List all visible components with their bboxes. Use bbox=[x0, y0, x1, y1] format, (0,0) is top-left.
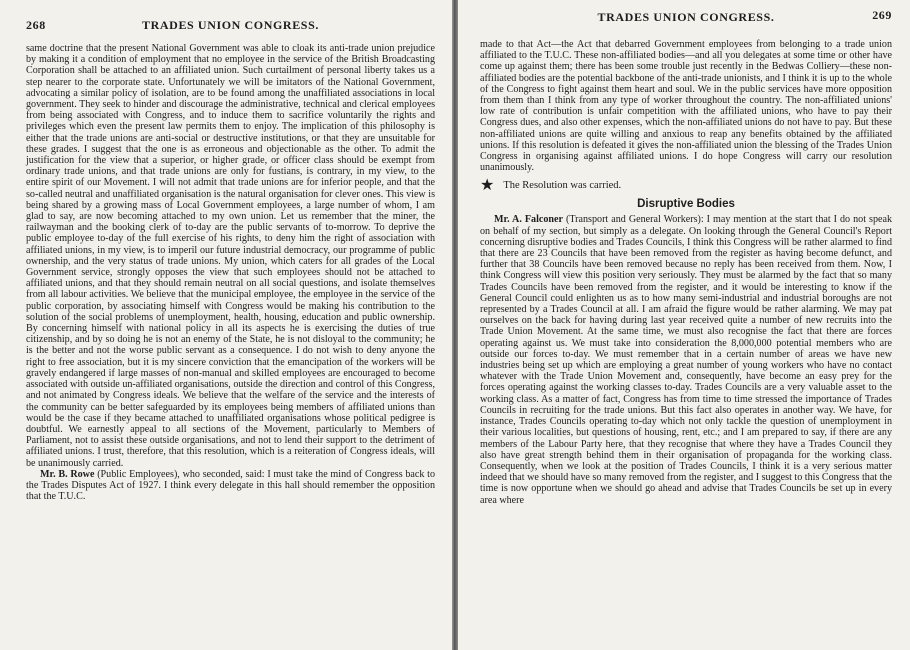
right-page-number: 269 bbox=[872, 8, 892, 22]
resolution-text: The Resolution was carried. bbox=[503, 180, 622, 192]
speech-text: (Public Employees), who seconded, said: I must take the mind of Congress back to the Trades Disputes Act of 1927. I think every delegate in this hall should remember the opposition that the T.U.C. bbox=[26, 468, 436, 503]
right-opening-paragraph: made to that Act—the Act that debarred Government employees from belonging to a trade union affiliated to the T.U.C. These non-affiliated bodies—and all you delegates at some time or other have come up against them; there has been some trouble just recently in the Bedwas Colliery—these non-affiliated bodies are the potential backbone of the anti-trade unionists, and I think it is up to the whole of the Congress to fight against them heart and soul. We in the public services have more opposition from them than I think from any type of worker throughout the country. The non-affiliated unions' low rate of contribution is unfair competition with the affiliated unions, who have to pay their Congress dues, and also other expenses, which the non-affiliated unions do not have to pay. But these non-affiliated unions are quite willing and anxious to reap any benefits obtained by the affiliated unions. If this resolution is defeated it gives the non-affiliated union the blessing of the Trades Union Congress in organising against affiliated unions. I do hope Congress will carry our resolution unanimously. bbox=[480, 39, 892, 174]
left-page bbox=[0, 0, 452, 650]
star-icon: ★ bbox=[480, 177, 495, 195]
speaker-name: Mr. B. Rowe bbox=[40, 468, 95, 480]
right-page bbox=[458, 0, 910, 650]
left-closing-paragraph bbox=[26, 469, 435, 503]
right-running-head: TRADES UNION CONGRESS. bbox=[597, 10, 775, 24]
resolution-note bbox=[480, 177, 892, 195]
right-page-header bbox=[480, 5, 892, 25]
left-running-head: TRADES UNION CONGRESS. bbox=[142, 18, 319, 32]
falconer-paragraph bbox=[480, 214, 892, 505]
speech-text: (Transport and General Workers): I may mention at the start that I do not speak on behalf of my section, but simply as a delegate. On looking through the General Council's Report concerning disruptive bodies and Trades Councils, I think this Congress will be rather alarmed to find that there are 23 Councils that have been removed from the register as having become defunct, and further that 38 Councils have been removed because no reply has been received from them. Now, I think Congress will view this position very seriously. They must be alarmed by the fact that so many Trades Councils have been removed from the register, and it would be interesting to know if the General Council could enlighten us as to how many semi-industrial and industrial boroughs are not represented by a Trades Council at all. I am afraid the figure would be rather alarming. We may pat ourselves on the back for having during last year received quite a number of new recruits into the Trade Union Movement. At the same time, we must also recognise the fact that there are forces operating against us. We must take into consideration the 8,000,000 potential members who are outside our forces to-day. We must remember that in a certain number of areas we have new industries being set up which are employing a great number of young workers who have no contact whatever with the Trade Union Movement and, consequently, have become an easy prey for the forces operating against the working classes to-day. Trades Councils are a very valuable asset to the working class. As a matter of fact, Congress has from time to time stressed the importance of Trades Councils in recruiting for the trade unions. But this fact also operates in another way. We have, for instance, Trades Councils operating to-day which not only tackle the question of unemployment in their various localities, but questions of housing, rent, etc.; and I am prepared to say, if there are any members of the Labour Party here, that they recognise that where they have a Trades Council they also have great strength behind them in their organisation of propaganda for the working class. Consequently, when we look at the position of Trades Councils, I think it is a very serious matter indeed that we should have so many removed from the register, and I suggest to this Congress that the time is now opportune when we should go ahead and advise that Trades Councils be set up in every area where bbox=[480, 214, 892, 506]
left-paragraph: same doctrine that the present National Government was able to cloak its anti-trade union prejudice by making it a condition of employment that no employee in the service of the British Broadcasting Corporation shall be attached to an affiliated union. Such curtailment of personal liberty takes us a step nearer to the corporate state. Unfortunately we will be imitators of the National Government, advocating a similar policy of isolation, are to be found among the unaffiliated associations in local government. They seek to hinder and discourage the administrative, technical and clerical employees from being associated with Congress, and to induce them to sacrifice voluntarily the rights and privileges which even the present law permits them to enjoy. The implication of this philosophy is either that the trade unions are anti-social or destructive institutions, or that they are unsuitable for these grades. I suggest that the one is as erroneous and objectionable as the other. To admit the justification for the view that a superior, or higher grade, or officer class should be exempt from ordinary trade unions, and that trade unions are only for fustians, is contrary, in my view, to the entire spirit of our Movement. I will not admit that trade unions are for inferior people, and that the so-called neutral and unaffiliated organisation is the natural organisation for clever ones. This view is being shared by a growing mass of Local Government employees, a large number of whom, I am glad to say, are now becoming attached to my own union. Let us remember that the miner, the railwayman and the booking clerk of to-day are the public servants of to-morrow. To deprive the public employee to-day of the full exercise of his rights, to deny him the right of association with affiliated unions, in my view, is to imperil our future industrial democracy, our programme of public ownership, and the very status of trade unions. My union, which caters for all grades of the Local Government service, strongly opposes the view that such employees should not be attached to affiliated unions, and that they should remain neutral on all social questions, and isolate themselves from all labour activities. We believe that the municipal employee, the employee in the service of the public corporation, by associating himself with Congress would be making his contribution to the solution of the social problems of unemployment, health, housing, education and public ownership. By concerning himself with national policy in all its aspects he is exercising the duties of true citizenship, and by so doing he is not an enemy of the State, he is not disloyal to the community; he is the better and not the worse public servant as a consequence. I do not wish to deny anyone the right to free association, but it is my sincere conviction that the emancipation of the workers will be gravely endangered if large masses of non-manual and skilled employees are encouraged to become associated with outside un-affiliated organisations, outside the direction and control of this Congress, and not animated by Congress ideals. We believe that the welfare of the service and the interests of the community can be better safeguarded by its employees being members of affiliated unions than would be the case if they became attached to unaffiliated organisations whose political pedigree is doubtful. We earnestly appeal to all sections of the Movement, particularly to Members of Parliament, not to assist these outside organisations, and not to lend their support to the detriment of affiliated unions. I trust, therefore, that this resolution, which is a reiteration of Congress ideals, will be unanimously carried. bbox=[26, 43, 435, 469]
right-page-body bbox=[480, 39, 892, 506]
left-page-number: 268 bbox=[26, 18, 46, 32]
left-page-header bbox=[26, 5, 435, 32]
left-page-body bbox=[26, 43, 435, 502]
speaker-name: Mr. A. Falconer bbox=[494, 214, 563, 226]
section-title: Disruptive Bodies bbox=[637, 198, 735, 211]
